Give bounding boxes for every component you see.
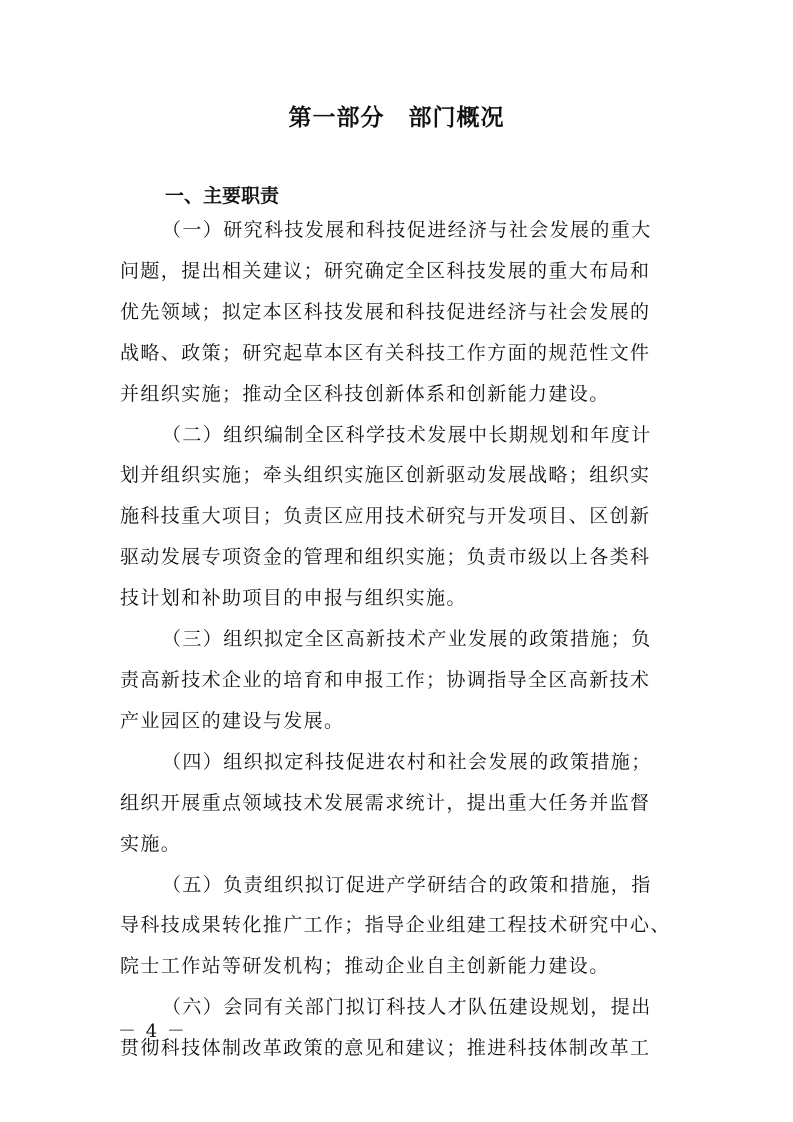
paragraph-line: （四）组织拟定科技促进农村和社会发展的政策措施； bbox=[162, 750, 652, 773]
paragraph-line: 院士工作站等研发机构；推动企业自主创新能力建设。 bbox=[120, 955, 610, 978]
body-text bbox=[120, 210, 676, 1069]
paragraph-line: 组织开展重点领域技术发展需求统计，提出重大任务并监督 bbox=[120, 791, 651, 814]
paragraph-line: 技计划和补助项目的申报与组织实施。 bbox=[120, 587, 467, 610]
paragraph-line: （六）会同有关部门拟订科技人才队伍建设规划，提出 bbox=[162, 996, 652, 1019]
paragraph-line: 导科技成果转化推广工作；指导企业组建工程技术研究中心、 bbox=[120, 914, 671, 937]
paragraph-line: 驱动发展专项资金的管理和组织实施；负责市级以上各类科 bbox=[120, 546, 651, 569]
paragraph-line: 问题，提出相关建议；研究确定全区科技发展的重大布局和 bbox=[120, 259, 651, 282]
paragraph-line: 战略、政策；研究起草本区有关科技工作方面的规范性文件 bbox=[120, 341, 651, 364]
paragraph-line: 施科技重大项目；负责区应用技术研究与开发项目、区创新 bbox=[120, 505, 651, 528]
paragraph-line: （五）负责组织拟订促进产学研结合的政策和措施，指 bbox=[162, 873, 652, 896]
page-title: 第一部分 部门概况 bbox=[288, 105, 505, 131]
paragraph-line: 并组织实施；推动全区科技创新体系和创新能力建设。 bbox=[120, 382, 610, 405]
paragraph-line: 责高新技术企业的培育和申报工作；协调指导全区高新技术 bbox=[120, 668, 651, 691]
paragraph-line: （二）组织编制全区科学技术发展中长期规划和年度计 bbox=[162, 423, 652, 446]
paragraph-line: （三）组织拟定全区高新技术产业发展的政策措施；负 bbox=[162, 628, 652, 651]
paragraph-line: 优先领域；拟定本区科技发展和科技促进经济与社会发展的 bbox=[120, 300, 651, 323]
paragraph-line: 贯彻科技体制改革政策的意见和建议；推进科技体制改革工 bbox=[120, 1037, 651, 1060]
paragraph-line: 产业园区的建设与发展。 bbox=[120, 709, 345, 732]
section-heading: 一、主要职责 bbox=[165, 185, 280, 207]
paragraph-line: 实施。 bbox=[120, 832, 182, 855]
page-number: － 4 － bbox=[118, 1021, 187, 1042]
paragraph-line: （一）研究科技发展和科技促进经济与社会发展的重大 bbox=[162, 219, 652, 241]
paragraph-line: 划并组织实施；牵头组织实施区创新驱动发展战略；组织实 bbox=[120, 464, 651, 487]
